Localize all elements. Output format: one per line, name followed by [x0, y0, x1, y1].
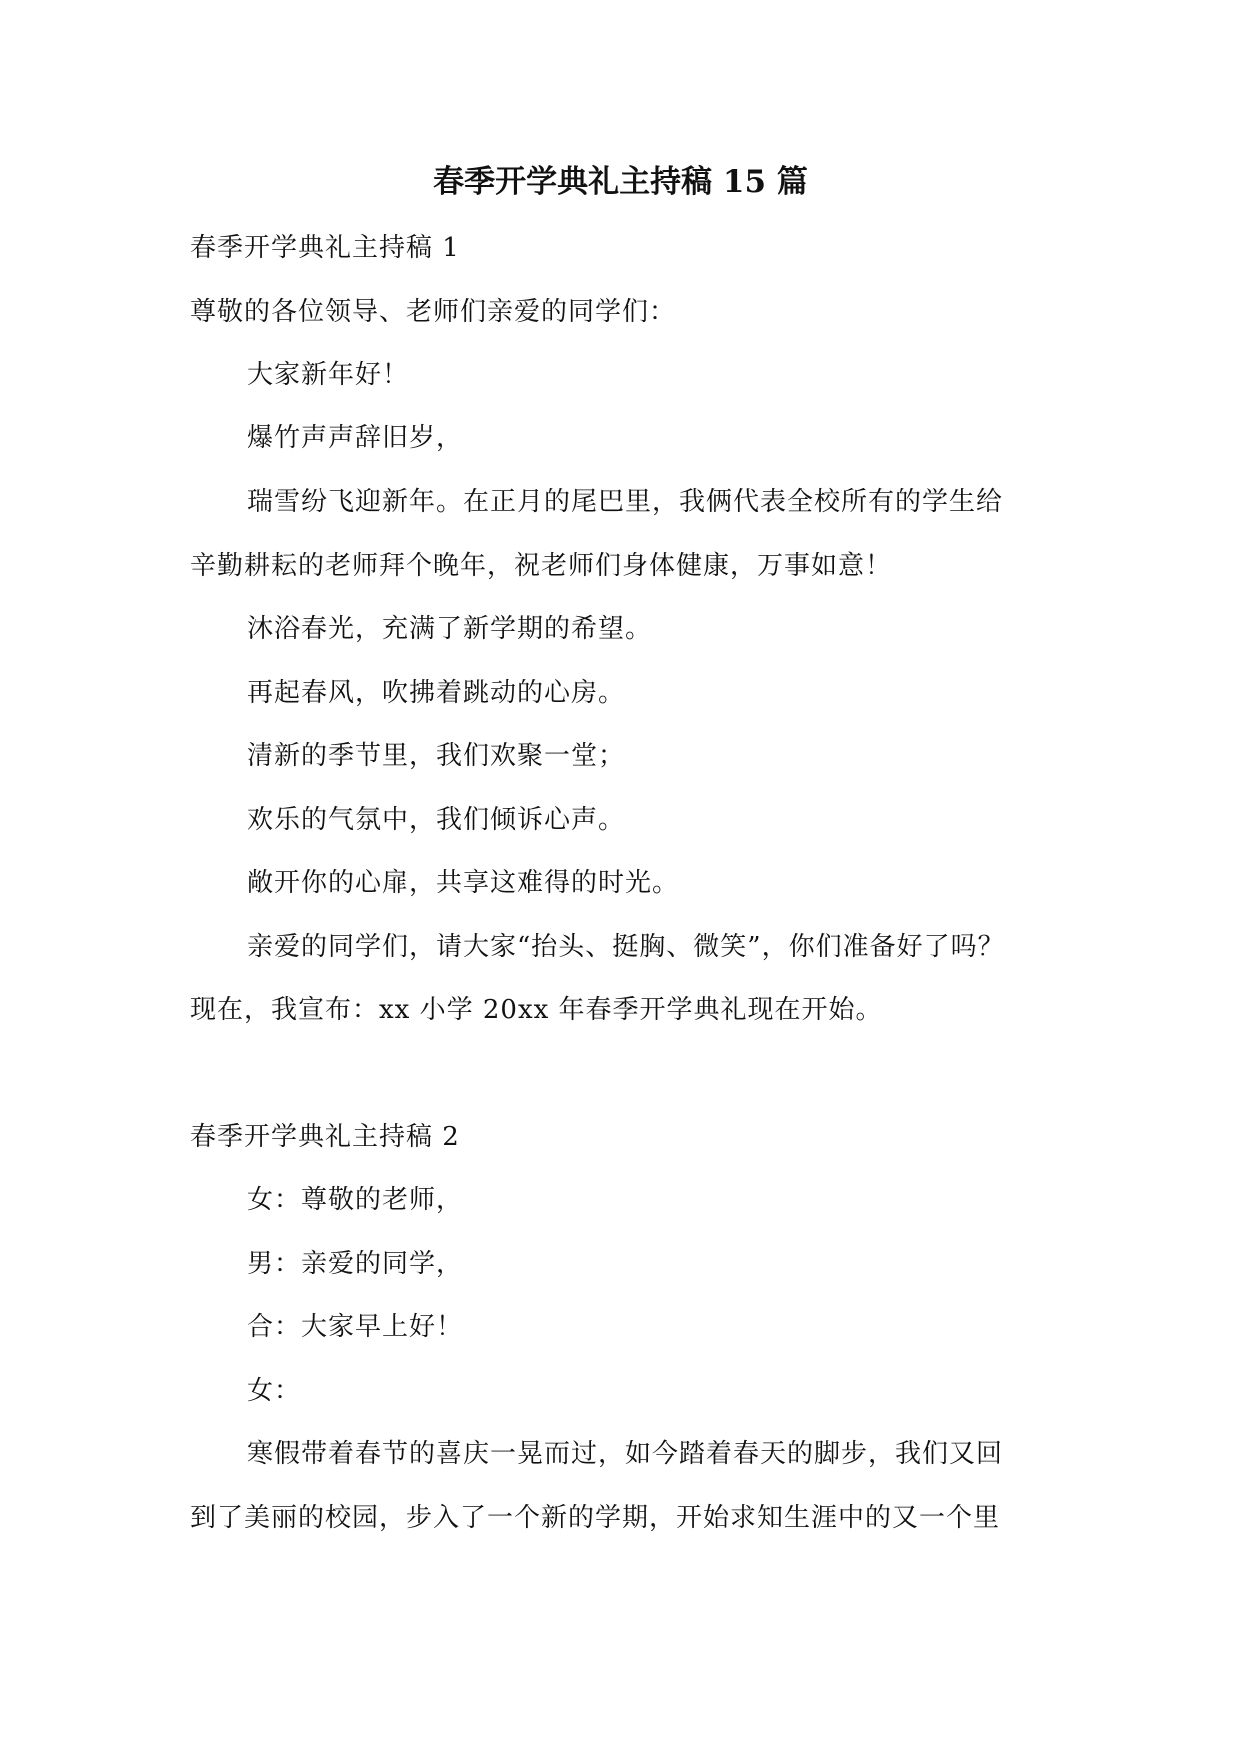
- section-heading-1: 春季开学典礼主持稿 1: [190, 233, 460, 263]
- paragraph-line: 欢乐的气氛中，我们倾诉心声。: [247, 805, 626, 835]
- paragraph-line: 男：亲爱的同学，: [247, 1249, 464, 1279]
- section-heading-2: 春季开学典礼主持稿 2: [190, 1122, 460, 1152]
- paragraph-line: 尊敬的各位领导、老师们亲爱的同学们：: [190, 297, 677, 327]
- paragraph-line: 瑞雪纷飞迎新年。在正月的尾巴里，我俩代表全校所有的学生给: [247, 487, 1004, 517]
- document-title: 春季开学典礼主持稿 15 篇: [433, 164, 808, 200]
- paragraph-line: 沐浴春光，充满了新学期的希望。: [247, 614, 653, 644]
- paragraph-line: 亲爱的同学们，请大家“抬头、挺胸、微笑”，你们准备好了吗？: [247, 932, 1005, 962]
- paragraph-line: 辛勤耕耘的老师拜个晚年，祝老师们身体健康，万事如意！: [190, 551, 893, 581]
- paragraph-line: 清新的季节里，我们欢聚一堂；: [247, 741, 626, 771]
- paragraph-line: 寒假带着春节的喜庆一晃而过，如今踏着春天的脚步，我们又回: [247, 1439, 1004, 1469]
- paragraph-line: 爆竹声声辞旧岁，: [247, 423, 464, 453]
- paragraph-line: 大家新年好！: [247, 360, 410, 390]
- paragraph-line: 女：: [247, 1376, 302, 1406]
- paragraph-line: 合：大家早上好！: [247, 1312, 464, 1342]
- paragraph-line: 到了美丽的校园，步入了一个新的学期，开始求知生涯中的又一个里: [190, 1503, 1001, 1533]
- paragraph-line: 女：尊敬的老师，: [247, 1185, 464, 1215]
- paragraph-line: 现在，我宣布：xx 小学 20xx 年春季开学典礼现在开始。: [190, 995, 883, 1025]
- paragraph-line: 敞开你的心扉，共享这难得的时光。: [247, 868, 680, 898]
- paragraph-line: 再起春风，吹拂着跳动的心房。: [247, 678, 626, 708]
